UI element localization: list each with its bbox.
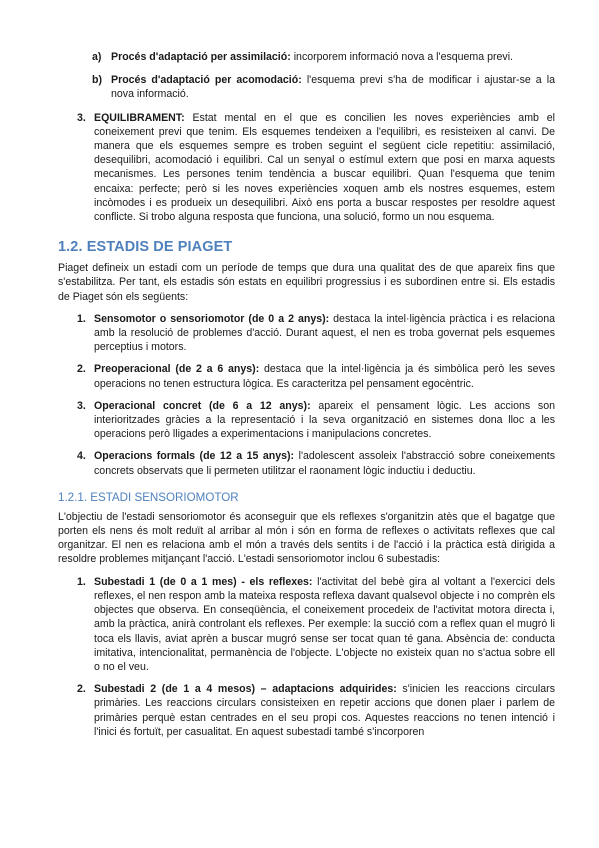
list-item-text bbox=[94, 682, 555, 739]
list-number: 3. bbox=[77, 399, 86, 412]
stages-list bbox=[58, 312, 555, 478]
term: Sensomotor o sensoriomotor (de 0 a 2 anys): bbox=[94, 312, 330, 325]
list-marker: a) bbox=[92, 51, 102, 63]
term: Procés d'adaptació per assimilació: bbox=[111, 51, 291, 63]
definition: destaca la intel·ligència pràctica i es relaciona amb la resolució de problemes d'acció. Durant aquest, el nen es troba governat pels esquemes perceptius i motors. bbox=[94, 312, 555, 354]
list-item-text bbox=[94, 449, 555, 477]
list-item-equilibrament bbox=[77, 111, 555, 225]
list-item bbox=[77, 449, 555, 477]
list-item bbox=[92, 73, 555, 101]
section-intro: Piaget defineix un estadi com un període de temps que dura una qualitat des de que apareix fins que s'estabilitza. Per tant, els estadis són estats en equilibri progressius i es subordinen entre si. Els estadis de Piaget són els següents: bbox=[58, 262, 555, 303]
list-item-text bbox=[94, 575, 555, 674]
subsection-heading: 1.2.1. ESTADI SENSORIOMOTOR bbox=[58, 490, 239, 504]
definition: destaca que la intel·ligència ja és simbòlica però les seves operacions no tenen estructura lògica. Es caracteritza pel pensament egocèntric. bbox=[94, 363, 555, 390]
list-item bbox=[77, 682, 555, 739]
definition: l'adolescent assoleix l'abstracció sobre coneixements concrets observats que li permeten utilitzar el raonament lògic inductiu i deductiu. bbox=[94, 450, 555, 477]
list-number: 2. bbox=[77, 363, 86, 376]
definition: apareix el pensament lògic. Les accions son interioritzades gràcies a la representació i la seva organització en sistemes dona lloc a les operacions però lligades a experimentacions i manipulacions concretes. bbox=[94, 399, 555, 441]
list-marker: b) bbox=[92, 74, 102, 87]
adaptation-subprocess-list bbox=[92, 50, 555, 102]
term: Operacional concret (de 6 a 12 anys): bbox=[94, 399, 311, 412]
definition: Estat mental en el que es concilien les noves experiències amb el coneixement previ que tenim. Els esquemes tendeixen a l'equilibri, es resisteixen al canvi. De manera que els esquemes sempre es troben seguint el següent cicle repetitiu: assimilació, desequilibri, acomodació i equilibri. Cal un senyal o estímul extern que posi en marxa aquests mecanismes. Les persones tenim tendència a buscar equilibri. Quan l'esquema que tenim encaixa: perfecte; però si les noves experiències xoquen amb els nostres esquemes, estem incòmodes i es produeix un desequilibri. Això ens porta a buscar respostes per resoldre aquest conflicte. Si trobo alguna resposta que funciona, una solució, formo un nou esquema. bbox=[94, 111, 555, 224]
definition: s'inicien les reaccions circulars primàries. Les reaccions circulars consisteixen en repetir accions que donen plaer i parlem de primàries perquè estan centrades en el seu propi cos. Aquestes reaccions no tenen intenció i l'inici és fortuït, per casualitat. En aquest subestadi també s'incorporen bbox=[94, 683, 556, 738]
term: Procés d'adaptació per acomodació: bbox=[111, 74, 302, 87]
list-item-text bbox=[111, 50, 513, 64]
list-item bbox=[77, 575, 555, 674]
list-number: 1. bbox=[77, 312, 86, 325]
term: Preoperacional (de 2 a 6 anys): bbox=[94, 363, 260, 376]
term: EQUILIBRAMENT: bbox=[94, 111, 185, 124]
list-item-text bbox=[111, 73, 555, 101]
list-item-text bbox=[94, 312, 555, 355]
substages-list bbox=[58, 575, 555, 739]
definition: incorporem informació nova a l'esquema previ. bbox=[290, 51, 513, 63]
list-item-text bbox=[94, 362, 555, 390]
list-number: 4. bbox=[77, 450, 86, 463]
list-item-text bbox=[94, 399, 555, 442]
list-item-text bbox=[94, 111, 555, 225]
list-item bbox=[92, 50, 555, 64]
term: Subestadi 1 (de 0 a 1 mes) - els reflexes: bbox=[94, 575, 313, 588]
definition: l'esquema previ s'ha de modificar i ajustar-se a la nova informació. bbox=[111, 74, 555, 101]
list-item bbox=[77, 399, 555, 442]
list-item bbox=[77, 312, 555, 355]
list-number: 2. bbox=[77, 683, 86, 696]
section-heading: 1.2. ESTADIS DE PIAGET bbox=[58, 239, 233, 256]
term: Subestadi 2 (de 1 a 4 mesos) – adaptacions adquirides: bbox=[94, 683, 397, 696]
definition: l'activitat del bebè gira al voltant a l'exercici dels reflexes, el nen respon amb la mateixa resposta reflexa davant qualsevol objecte i no comprèn els objectes que observa. En conseqüència, el coneixement procedeix de l'activitat motora directa i, amb la pràctica, anirà controlant els reflexes. Per exemple: la succió com a reflex quan el mugró li toca els llavis, aviat aprèn a buscar mugró sense ser tocat quan té gana. Absència de: conducta imitativa, intencionalitat, permanència de l'objecte. L'objecte no existeix quan no s'actua sobre ell o no el veu. bbox=[94, 575, 556, 673]
list-item bbox=[77, 362, 555, 390]
list-number: 1. bbox=[77, 575, 86, 588]
term: Operacions formals (de 12 a 15 anys): bbox=[94, 450, 295, 463]
list-number: 3. bbox=[77, 111, 86, 124]
subsection-intro: L'objectiu de l'estadi sensoriomotor és aconseguir que els reflexes s'organitzin atès que el bagatge que porten els nens és molt reduït al arribar al món i són en forma de reflexes o activitats reflexes que cal organitzar. El nen es relaciona amb el món a través dels sentits i de l'acció i la pràctica està dirigida a resoldre problemes mitjançant l'acció. L'estadi sensoriomotor inclou 6 subestadis: bbox=[58, 510, 555, 566]
